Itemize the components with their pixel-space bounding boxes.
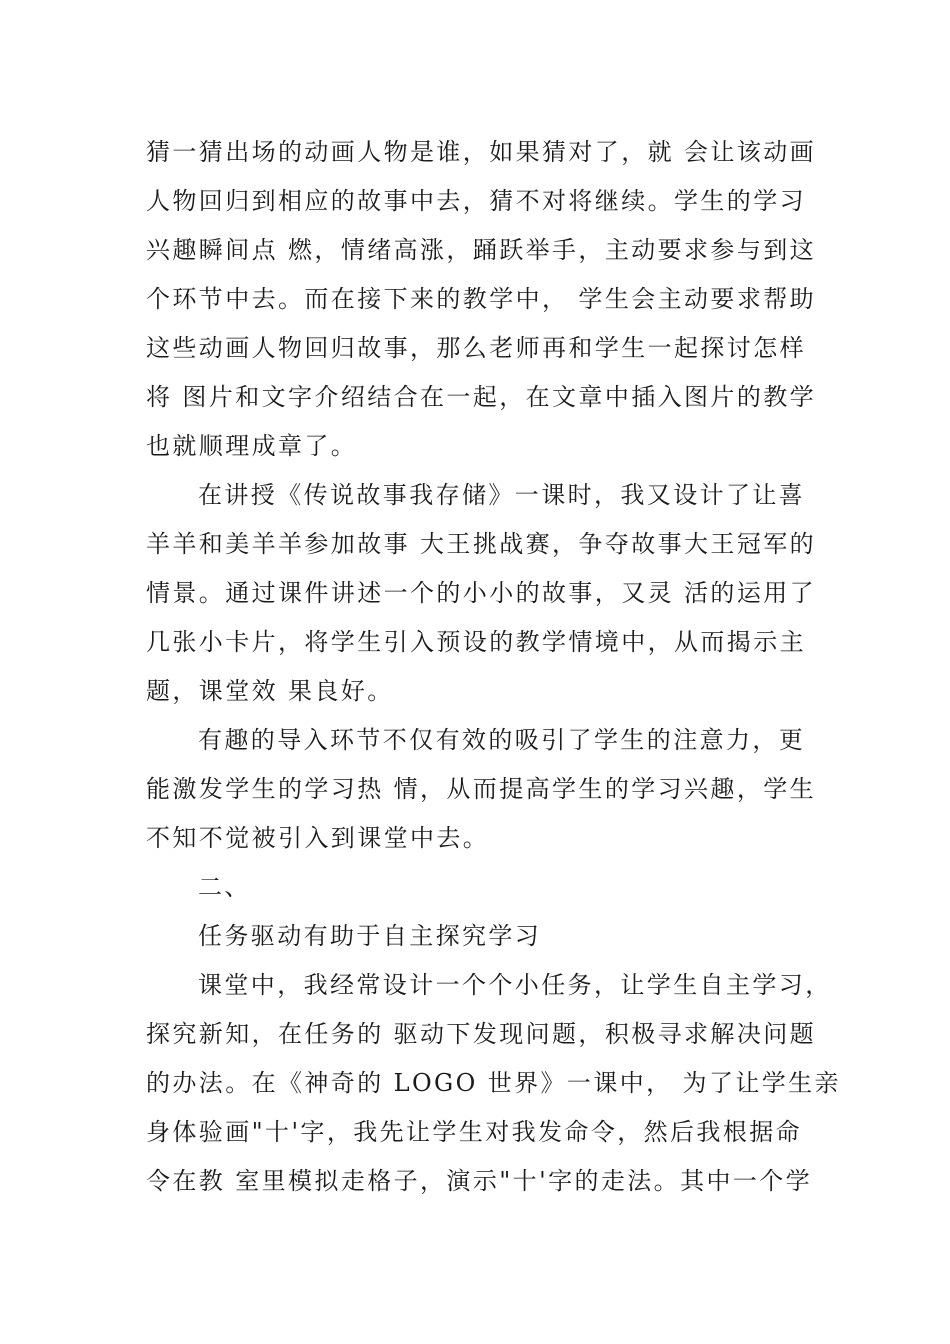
text-line: 的办法。在《神奇的 LOGO 世界》一课中， 为了让学生亲 [146, 1069, 841, 1097]
text-line: 这些动画人物回归故事，那么老师再和学生一起探讨怎样 [146, 334, 806, 362]
text-line: 几张小卡片，将学生引入预设的教学情境中，从而揭示主 [146, 628, 806, 656]
text-line: 不知不觉被引入到课堂中去。 [146, 824, 490, 852]
text-line: 人物回归到相应的故事中去，猜不对将继续。学生的学习 [146, 187, 806, 215]
text-line: 也就顺理成章了。 [146, 432, 358, 460]
text-line: 猜一猜出场的动画人物是谁，如果猜对了，就 会让该动画 [146, 138, 817, 166]
text-line: 个环节中去。而在接下来的教学中， 学生会主动要求帮助 [146, 285, 817, 313]
body-text [146, 128, 841, 1206]
paragraph-start-line: 有趣的导入环节不仅有效的吸引了学生的注意力，更 [198, 726, 806, 754]
section-number: 二、 [198, 873, 251, 901]
text-line: 题，课堂效 果良好。 [146, 677, 394, 705]
section-heading: 任务驱动有助于自主探究学习 [198, 922, 542, 950]
text-line: 身体验画"十'字，我先让学生对我发命令，然后我根据命 [146, 1118, 803, 1146]
paragraph-start-line: 课堂中，我经常设计一个个小任务，让学生自主学习， [198, 971, 832, 999]
text-line: 将 图片和文字介绍结合在一起，在文章中插入图片的教学 [146, 383, 817, 411]
paragraph-start-line: 在讲授《传说故事我存储》一课时，我又设计了让喜 [198, 481, 806, 509]
text-line: 情景。通过课件讲述一个的小小的故事，又灵 活的运用了 [146, 579, 817, 607]
text-line: 羊羊和美羊羊参加故事 大王挑战赛，争夺故事大王冠军的 [146, 530, 817, 558]
text-line: 令在教 室里模拟走格子，演示"十'字的走法。其中一个学 [146, 1167, 813, 1195]
text-line: 兴趣瞬间点 燃，情绪高涨，踊跃举手，主动要求参与到这 [146, 236, 817, 264]
text-line: 能激发学生的学习热 情，从而提高学生的学习兴趣，学生 [146, 775, 817, 803]
text-line: 探究新知，在任务的 驱动下发现问题，积极寻求解决问题 [146, 1020, 817, 1048]
